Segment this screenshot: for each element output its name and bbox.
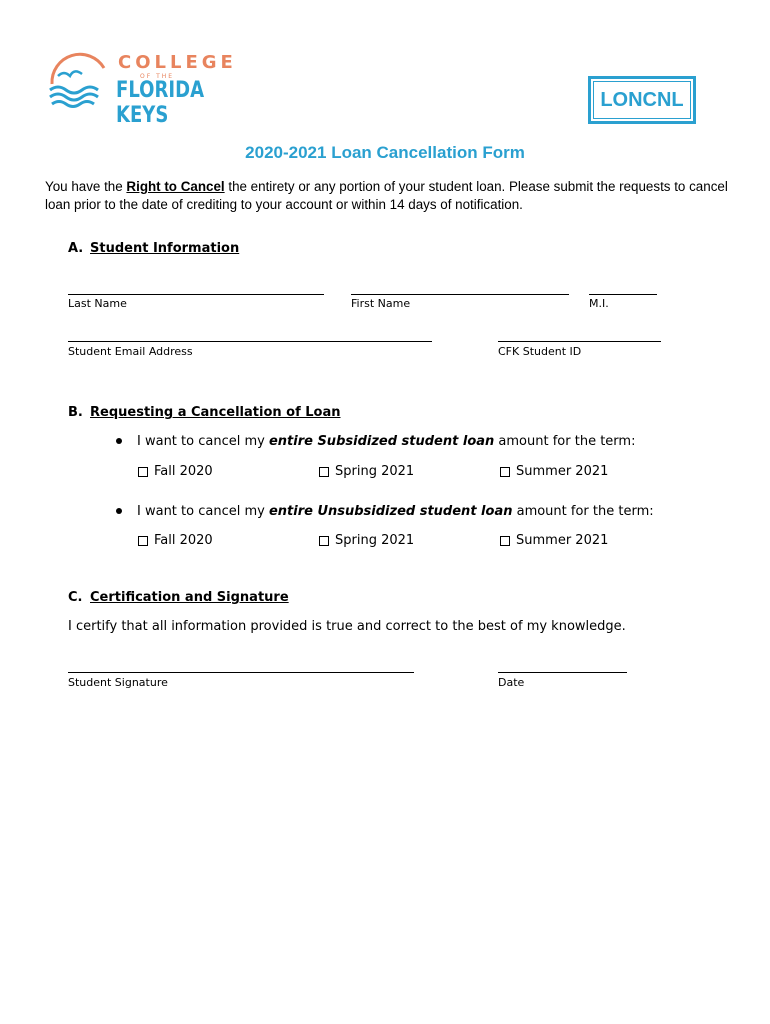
unsubsidized-emphasis: entire Unsubsidized student loan xyxy=(268,504,513,519)
unsubsidized-summer-2021-checkbox[interactable] xyxy=(500,533,608,548)
first-name-label: First Name xyxy=(351,297,411,310)
subsidized-pre: I want to cancel my xyxy=(137,434,269,449)
section-c-heading xyxy=(68,590,289,605)
middle-initial-field[interactable] xyxy=(589,294,657,295)
intro-paragraph xyxy=(45,178,735,214)
checkbox-icon xyxy=(500,467,510,477)
section-a-heading xyxy=(68,241,239,256)
last-name-label: Last Name xyxy=(68,297,127,310)
college-logo xyxy=(44,46,237,128)
email-field[interactable] xyxy=(68,341,432,342)
subsidized-emphasis: entire Subsidized student loan xyxy=(268,434,495,449)
checkbox-icon xyxy=(138,536,148,546)
term-label: Summer 2021 xyxy=(516,533,609,548)
intro-pre: You have the xyxy=(45,179,127,194)
bullet-icon xyxy=(116,438,122,444)
unsubsidized-pre: I want to cancel my xyxy=(137,504,269,519)
student-id-label: CFK Student ID xyxy=(498,345,582,358)
term-label: Spring 2021 xyxy=(335,464,415,479)
logo-ofthe-text: OF THE xyxy=(140,73,175,80)
term-label: Summer 2021 xyxy=(516,464,609,479)
subsidized-summer-2021-checkbox[interactable] xyxy=(500,464,608,479)
checkbox-icon xyxy=(319,536,329,546)
last-name-field[interactable] xyxy=(68,294,324,295)
subsidized-post: amount for the term: xyxy=(494,434,636,449)
intro-post: the entirety or any portion of your student loan. Please submit the requests to cancel loan prior to the date of crediting to your account or within 14 days of notification. xyxy=(45,179,728,212)
sun-waves-logo-icon xyxy=(44,46,114,112)
section-b-title: Requesting a Cancellation of Loan xyxy=(90,405,341,420)
bullet-icon xyxy=(116,508,122,514)
section-c-letter: C. xyxy=(68,590,83,605)
form-code-stamp xyxy=(588,76,696,124)
term-label: Fall 2020 xyxy=(154,533,213,548)
unsubsidized-fall-2020-checkbox[interactable] xyxy=(138,533,213,548)
term-label: Fall 2020 xyxy=(154,464,213,479)
date-field[interactable] xyxy=(498,672,627,673)
unsubsidized-spring-2021-checkbox[interactable] xyxy=(319,533,414,548)
checkbox-icon xyxy=(500,536,510,546)
logo-florida-keys-text: FLORIDA KEYS xyxy=(116,78,205,128)
section-a-title: Student Information xyxy=(90,241,240,256)
subsidized-fall-2020-checkbox[interactable] xyxy=(138,464,213,479)
subsidized-statement xyxy=(137,434,635,449)
checkbox-icon xyxy=(138,467,148,477)
section-b-letter: B. xyxy=(68,405,83,420)
form-code-text: LONCNL xyxy=(593,81,691,119)
signature-label: Student Signature xyxy=(68,676,168,689)
logo-college-text: COLLEGE xyxy=(118,52,237,73)
term-label: Spring 2021 xyxy=(335,533,415,548)
unsubsidized-post: amount for the term: xyxy=(512,504,654,519)
email-label: Student Email Address xyxy=(68,345,193,358)
unsubsidized-statement xyxy=(137,504,654,519)
section-b-heading xyxy=(68,405,341,420)
student-id-field[interactable] xyxy=(498,341,661,342)
intro-emphasis: Right to Cancel xyxy=(126,179,225,194)
first-name-field[interactable] xyxy=(351,294,569,295)
certification-statement: I certify that all information provided is true and correct to the best of my knowledge. xyxy=(68,619,626,634)
checkbox-icon xyxy=(319,467,329,477)
signature-field[interactable] xyxy=(68,672,414,673)
date-label: Date xyxy=(498,676,525,689)
middle-initial-label: M.I. xyxy=(589,297,609,310)
section-c-title: Certification and Signature xyxy=(90,590,289,605)
subsidized-spring-2021-checkbox[interactable] xyxy=(319,464,414,479)
section-a-letter: A. xyxy=(68,241,84,256)
form-title: 2020-2021 Loan Cancellation Form xyxy=(245,143,525,162)
